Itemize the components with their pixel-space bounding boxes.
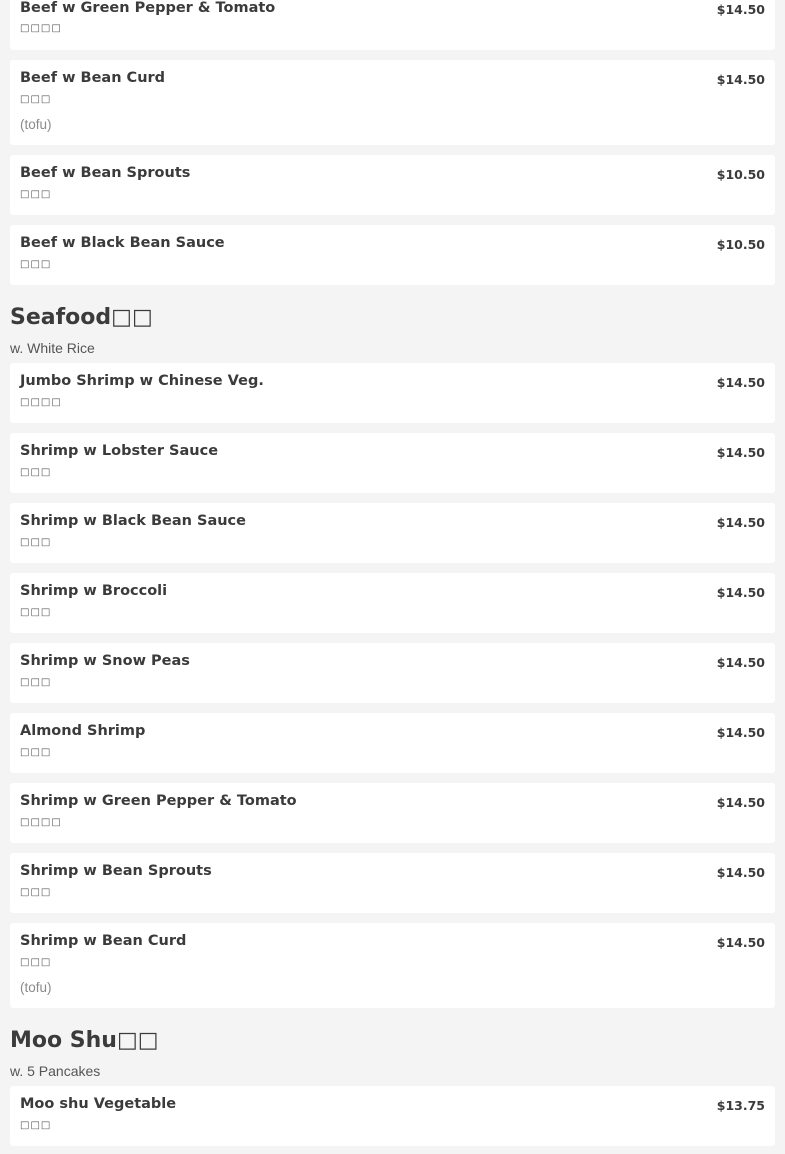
item-note: (tofu) (20, 980, 52, 995)
item-chinese-name: □□□ (20, 887, 52, 898)
item-price: $14.50 (716, 515, 765, 530)
item-name: Jumbo Shrimp w Chinese Veg. (20, 373, 264, 389)
menu-item[interactable] (10, 225, 775, 285)
item-name: Shrimp w Snow Peas (20, 653, 190, 669)
item-chinese-name: □□□□ (20, 23, 62, 34)
item-chinese-name: □□□ (20, 189, 52, 200)
section-subtitle: w. White Rice (10, 340, 95, 356)
item-name: Shrimp w Green Pepper & Tomato (20, 793, 297, 809)
item-price: $14.50 (716, 865, 765, 880)
item-price: $10.50 (716, 237, 765, 252)
menu-item[interactable] (10, 503, 775, 563)
item-chinese-name: □□□ (20, 607, 52, 618)
item-price: $14.50 (716, 2, 765, 17)
menu-item[interactable] (10, 643, 775, 703)
item-name: Shrimp w Bean Curd (20, 933, 187, 949)
menu-item[interactable] (10, 783, 775, 843)
menu-item[interactable] (10, 923, 775, 1008)
item-name: Shrimp w Broccoli (20, 583, 168, 599)
item-price: $14.50 (716, 445, 765, 460)
section-subtitle: w. 5 Pancakes (10, 1063, 101, 1079)
item-chinese-name: □□□ (20, 957, 52, 968)
item-name: Shrimp w Lobster Sauce (20, 443, 219, 459)
item-price: $14.50 (716, 725, 765, 740)
item-name: Beef w Bean Curd (20, 70, 166, 86)
section-title: Moo Shu□□ (10, 1028, 159, 1053)
item-price: $14.50 (716, 935, 765, 950)
item-price: $13.75 (716, 1098, 765, 1113)
item-note: (tofu) (20, 117, 52, 132)
item-price: $14.50 (716, 375, 765, 390)
menu-item[interactable] (10, 433, 775, 493)
menu-item[interactable] (10, 573, 775, 633)
item-name: Beef w Black Bean Sauce (20, 235, 225, 251)
item-chinese-name: □□□ (20, 94, 52, 105)
item-chinese-name: □□□ (20, 677, 52, 688)
item-name: Moo shu Vegetable (20, 1096, 177, 1112)
item-price: $14.50 (716, 72, 765, 87)
section-title: Seafood□□ (10, 305, 153, 330)
item-price: $14.50 (716, 585, 765, 600)
menu-item[interactable] (10, 1086, 775, 1146)
item-chinese-name: □□□ (20, 1120, 52, 1131)
item-name: Beef w Green Pepper & Tomato (20, 0, 276, 16)
item-name: Shrimp w Bean Sprouts (20, 863, 212, 879)
menu-item[interactable] (10, 713, 775, 773)
item-price: $14.50 (716, 655, 765, 670)
item-chinese-name: □□□ (20, 747, 52, 758)
menu-item[interactable] (10, 853, 775, 913)
menu-item[interactable] (10, 363, 775, 423)
item-chinese-name: □□□□ (20, 817, 62, 828)
menu-item[interactable] (10, 60, 775, 145)
item-chinese-name: □□□ (20, 467, 52, 478)
menu-item[interactable] (10, 0, 775, 50)
item-price: $14.50 (716, 795, 765, 810)
item-chinese-name: □□□ (20, 259, 52, 270)
item-chinese-name: □□□ (20, 537, 52, 548)
item-name: Beef w Bean Sprouts (20, 165, 191, 181)
item-name: Shrimp w Black Bean Sauce (20, 513, 246, 529)
menu-item[interactable] (10, 155, 775, 215)
item-price: $10.50 (716, 167, 765, 182)
item-chinese-name: □□□□ (20, 397, 62, 408)
item-name: Almond Shrimp (20, 723, 146, 739)
